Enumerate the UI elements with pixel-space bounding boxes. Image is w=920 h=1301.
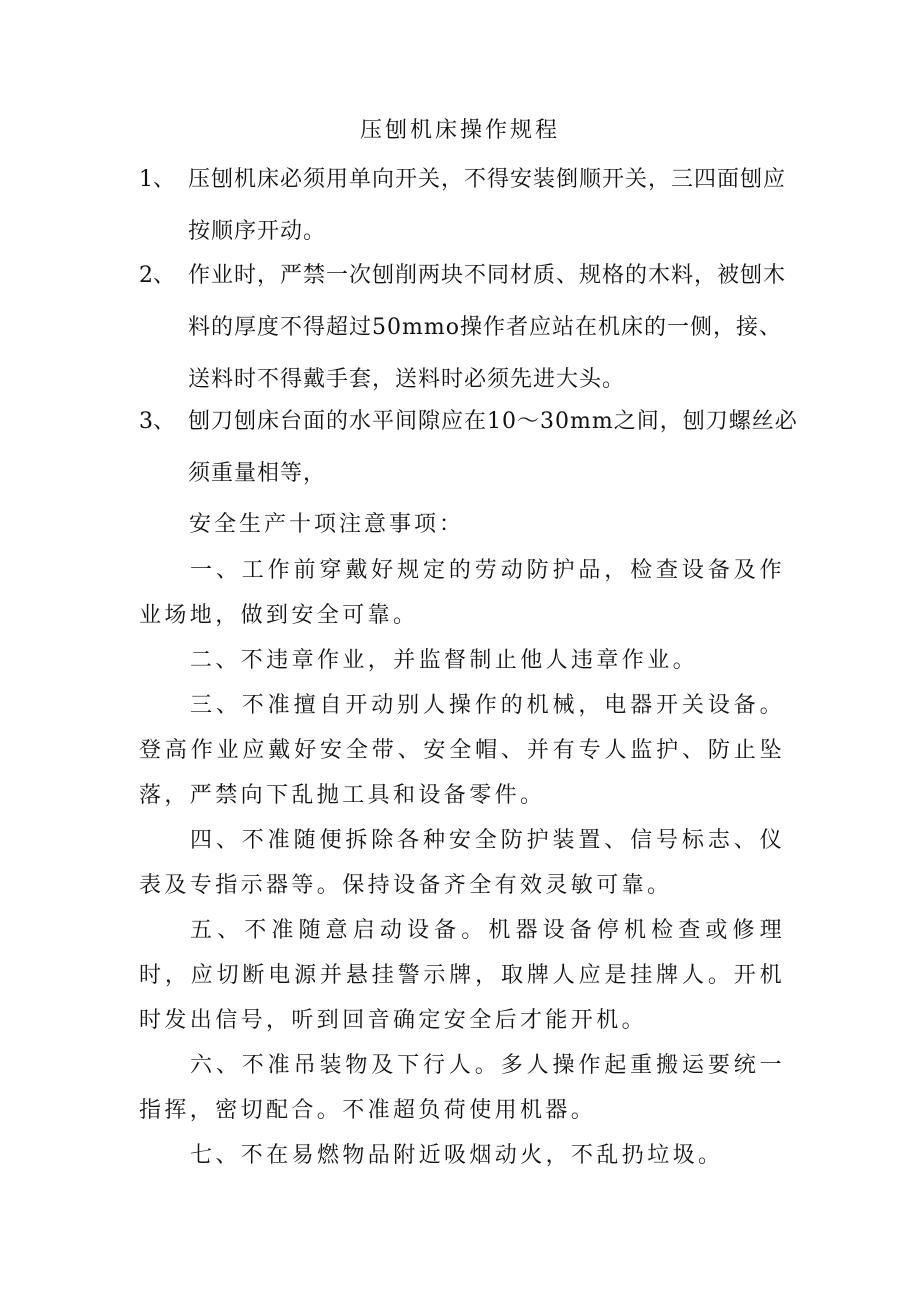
safety-rules-list bbox=[139, 548, 785, 1178]
item-text: 作业时，严禁一次刨削两块不同材质、规格的木料，被刨木料的厚度不得超过50mmo操作者应站在机床的一侧，接、送料时不得戴手套，送料时必须先进大头。 bbox=[188, 263, 787, 392]
safety-rule: 七、不在易燃物品附近吸烟动火，不乱扔垃圾。 bbox=[190, 1143, 724, 1168]
item-number: 1、 bbox=[139, 167, 175, 192]
document-title: 压刨机床操作规程 bbox=[359, 118, 560, 143]
safety-rule: 四、不准随便拆除各种安全防护装置、信号标志、仪表及专指示器等。保持设备齐全有效灵敏可靠。 bbox=[139, 828, 785, 898]
safety-rule: 二、不违章作业，并监督制止他人违章作业。 bbox=[190, 648, 699, 673]
item-number: 3、 bbox=[139, 409, 175, 434]
item-text: 刨刀刨床台面的水平间隙应在10～30mm之间，刨刀螺丝必须重量相等， bbox=[188, 409, 798, 486]
item-number: 2、 bbox=[139, 263, 175, 288]
item-text: 压刨机床必须用单向开关，不得安装倒顺开关，三四面刨应按顺序开动。 bbox=[188, 167, 787, 244]
safety-heading: 安全生产十项注意事项： bbox=[189, 512, 465, 537]
safety-rule: 三、不准擅自开动别人操作的机械，电器开关设备。登高作业应戴好安全带、安全帽、并有专人监护、防止坠落，严禁向下乱抛工具和设备零件。 bbox=[139, 693, 785, 808]
safety-rule: 一、工作前穿戴好规定的劳动防护品，检查设备及作业场地，做到安全可靠。 bbox=[139, 558, 785, 628]
safety-rule: 五、不准随意启动设备。机器设备停机检查或修理时，应切断电源并悬挂警示牌，取牌人应是挂牌人。开机时发出信号，听到回音确定安全后才能开机。 bbox=[139, 918, 785, 1033]
safety-rule: 六、不准吊装物及下行人。多人操作起重搬运要统一指挥，密切配合。不准超负荷使用机器。 bbox=[139, 1053, 785, 1123]
